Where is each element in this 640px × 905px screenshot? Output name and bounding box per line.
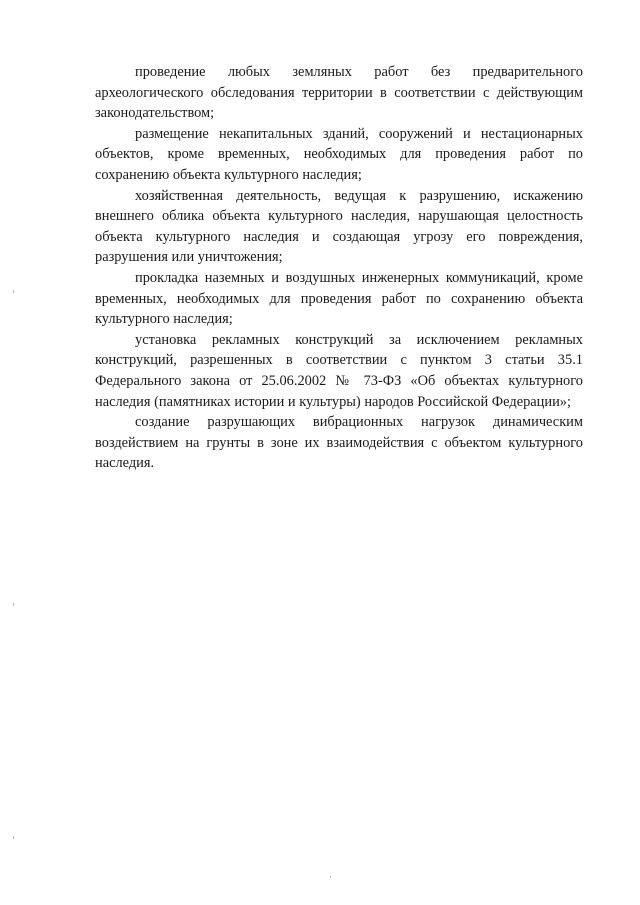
scan-speck-bottom — [330, 876, 331, 878]
paragraph-utility-lines: прокладка наземных и воздушных инженерных коммуникаций, кроме временных, необходимых для проведения работ по сохранению объекта культурного наследия; — [95, 269, 583, 328]
scan-speck-left-lower — [13, 836, 14, 839]
scan-speck-left-upper — [13, 290, 14, 293]
paragraph-economic-activity: хозяйственная деятельность, ведущая к разрушению, искажению внешнего облика объекта культурного наследия, нарушающая целостность объекта культурного наследия и создающая угрозу его повреждения, разрушения или уничтожения; — [95, 187, 583, 266]
paragraph-advertising-structures: установка рекламных конструкций за исключением рекламных конструкций, разрешенных в соответствии с пунктом 3 статьи 35.1 Федерального закона от 25.06.2002 № 73-ФЗ «Об объектах культурного наследия (памятниках истории и культуры) народов Российской Федерации»; — [95, 331, 583, 410]
paragraph-temporary-structures: размещение некапитальных зданий, сооружений и нестационарных объектов, кроме временных, необходимых для проведения работ по сохранению объекта культурного наследия; — [95, 125, 583, 183]
paragraph-earthworks: проведение любых земляных работ без предварительного археологического обследования территории в соответствии с действующим законодательством; — [95, 64, 583, 122]
scan-speck-left-middle — [13, 603, 14, 606]
document-body — [95, 62, 583, 474]
paragraph-vibration-loads: создание разрушающих вибрационных нагрузок динамическим воздействием на грунты в зоне их взаимодействия с объектом культурного наследия. — [95, 414, 583, 472]
